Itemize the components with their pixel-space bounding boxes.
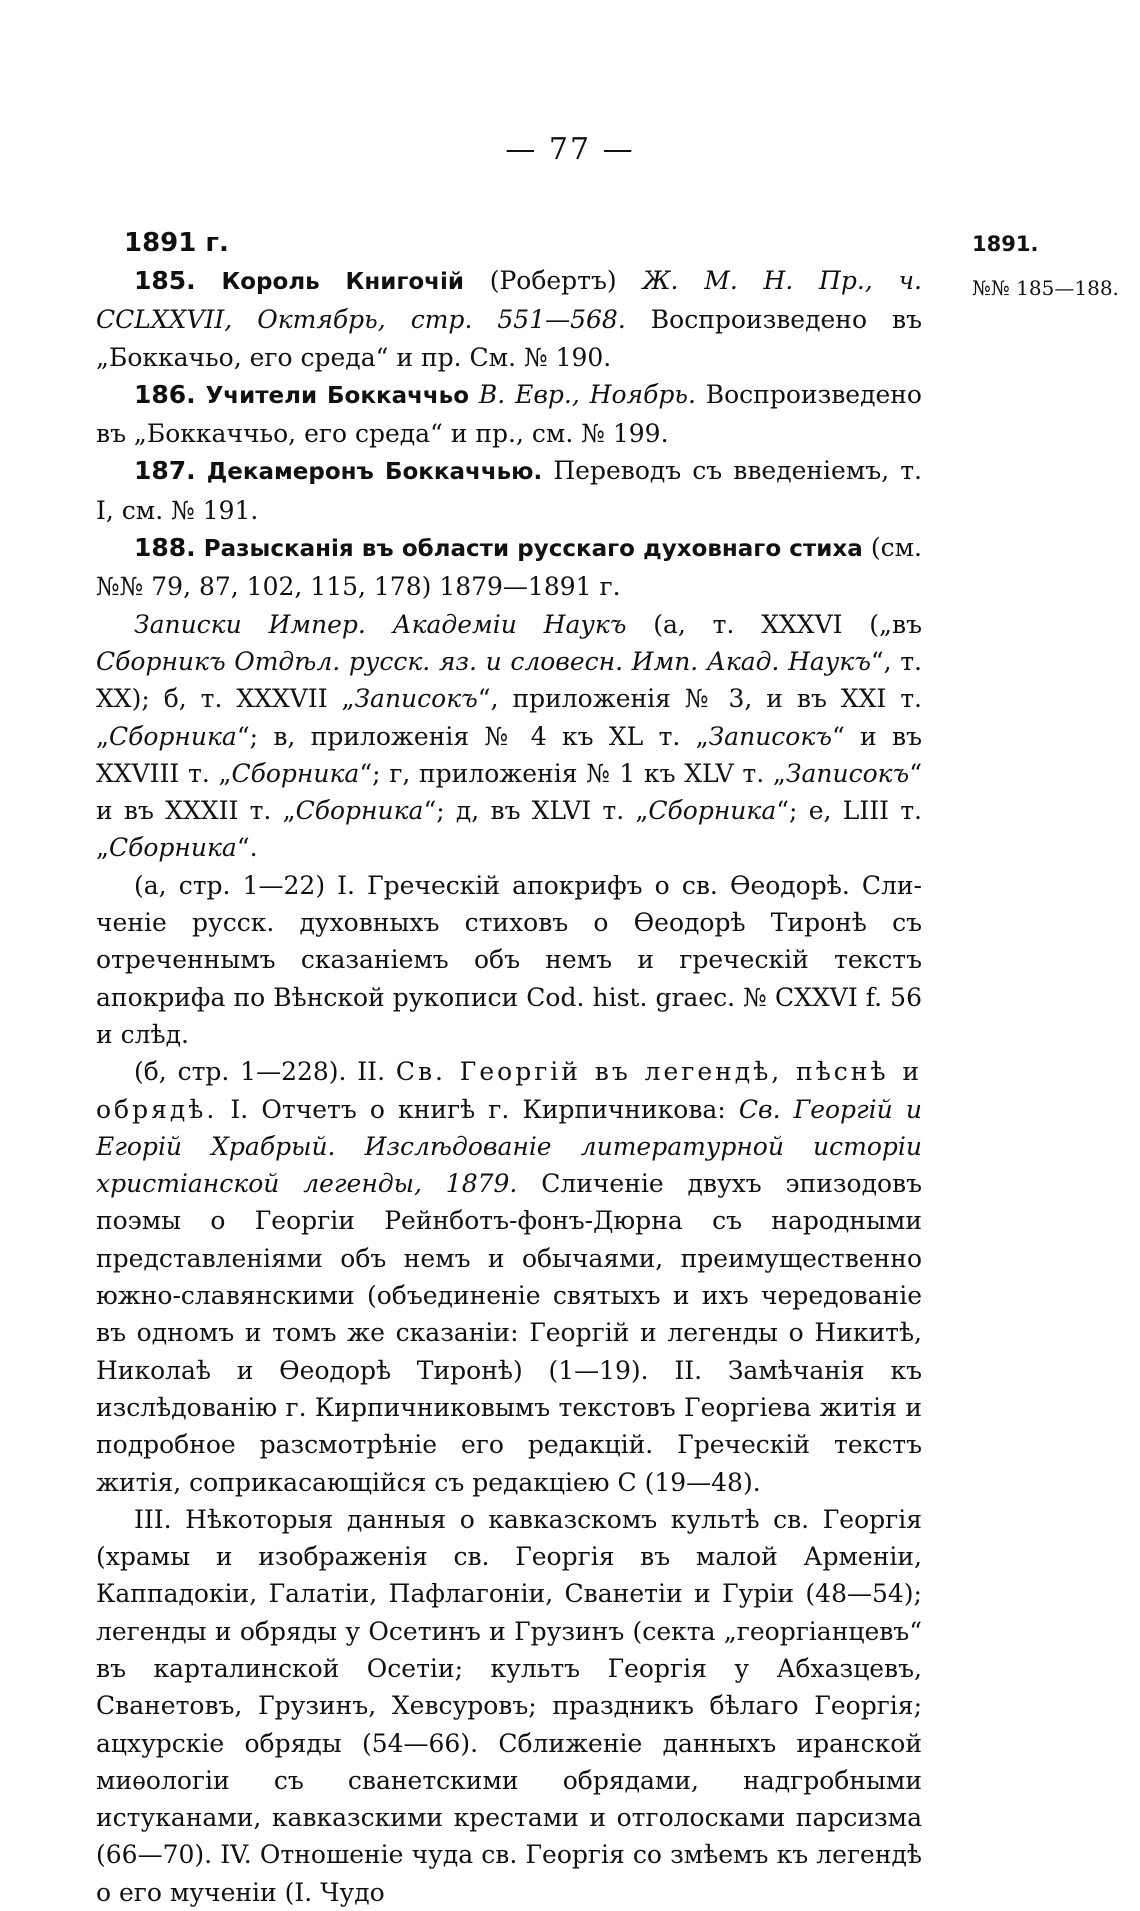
entry-186: [96, 376, 922, 453]
entry-citation: Ж. М. Н. Пр., ч. CCLXXVII, Октябрь, стр. 551—568.: [96, 266, 922, 335]
entry-text: (см. №№ 79, 87, 102, 115, 178) 1879—1891 г.: [96, 533, 922, 602]
source-text: (а, т. XXXVI („въ: [626, 609, 922, 639]
entry-title: Король Книгочій: [221, 269, 464, 295]
entry-number: 185.: [134, 266, 196, 295]
entry-text: Переводъ съ введеніемъ, т. I, см. № 191.: [96, 456, 922, 525]
source-text: “; д, въ XLVI т. „: [423, 796, 649, 826]
entry-title: Разысканія въ области русскаго духовнаго стиха: [203, 536, 863, 563]
paragraph-sources: [96, 606, 922, 867]
part-text: I. Отчетъ о книгѣ г. Кирпичникова:: [217, 1094, 739, 1124]
main-text: [96, 262, 922, 1911]
entry-title: Декамеронъ Боккаччью.: [206, 459, 543, 486]
part-text: Сличеніе двухъ эпизодовъ поэмы о Георгіи Рейнботъ-фонъ-Дюрна съ народными представленіями объ немъ и обычаями, преимущественно южно-славянскими (объединеніе святыхъ и ихъ чередованіе въ одномъ и томъ же сказаніи: Георгій и легенды о Никитѣ, Николаѣ и Ѳеодорѣ Тиронѣ) (1—19). II. Замѣчанія къ изслѣдованію г. Кирпичниковымъ текстовъ Георгіева житія и подробное разсмотрѣніе его редакцій. Греческій текстъ житія, соприкасающійся съ редакціею C (19—48).: [96, 1169, 922, 1497]
source-title: Сборника: [108, 721, 237, 751]
entry-title: Учители Боккаччьо: [205, 382, 470, 409]
source-title: Сборника: [231, 758, 360, 788]
source-title: Сборника: [648, 796, 777, 826]
source-text: “.: [236, 833, 258, 863]
source-title: Записокъ: [708, 721, 832, 751]
entry-text: [469, 380, 479, 409]
entry-text: Воспроизведено въ „Боккачьо, его среда“ и пр. См. № 190.: [96, 305, 922, 372]
margin-entry-range: №№ 185—188.: [972, 276, 1119, 300]
entry-text: (Робертъ): [463, 266, 643, 295]
source-text: “ и въ XXXII т. „: [96, 758, 922, 826]
source-title: Записки Импер. Академіи Наукъ: [134, 609, 627, 639]
book-title: Св. Георгій и Егорій Храбрый. Изслѣдованіе литературной исторіи христіанской легенды, 1879.: [96, 1094, 923, 1199]
entry-text: Воспроизведено въ „Боккаччьо, его среда“ и пр., см. № 199.: [96, 379, 922, 449]
part-text: (б, стр. 1—228). II.: [134, 1057, 396, 1087]
entry-number: 186.: [134, 379, 196, 409]
source-text: “; е, LIII т. „: [96, 796, 922, 863]
source-text: “; г, приложенія № 1 къ XLV т. „: [359, 758, 786, 788]
part-heading: Св. Георгій въ легендѣ, пѣснѣ и обрядѣ.: [96, 1057, 922, 1124]
entry-number: 188.: [134, 533, 196, 563]
paragraph-part-a: (а, стр. 1—22) I. Греческій апокрифъ о св. Ѳеодорѣ. Сличеніе русск. духовныхъ стиховъ о Ѳеодорѣ Тиронѣ съ отреченнымъ сказаніемъ объ немъ и греческій текстъ апокрифа по Вѣнской рукописи Cod. hist. graec. № CXXVI f. 56 и слѣд.: [96, 870, 922, 1049]
source-text: “, т. XX); б, т. XXXVII „: [96, 646, 923, 714]
entry-185: [96, 262, 922, 376]
entry-188: [96, 529, 922, 606]
source-title: Сборника: [295, 796, 424, 826]
source-title: Сборникъ Отдѣл. русск. яз. и словесн. Имп. Акад. Наукъ: [96, 646, 871, 676]
paragraph-part-iii: III. Нѣкоторыя данныя о кавказскомъ культѣ св. Георгія (храмы и изображенія св. Георгія въ малой Арменіи, Каппадокіи, Галатіи, Пафлагоніи, Сванетіи и Гуріи (48—54); легенды и обряды у Осетинъ и Грузинъ (секта „георгіанцевъ“ въ карталинской Осетіи; культъ Георгія у Абхазцевъ, Сванетовъ, Грузинъ, Хевсуровъ; праздникъ бѣлаго Георгія; ацхурскіе обряды (54—66). Сближеніе данныхъ иранской миѳологіи съ сванетскими обрядами, надгробными истуканами, кавказскими крестами и отголосками парсизма (66—70). IV. Отношеніе чуда св. Георгія со змѣемъ къ легендѣ о его мученіи (I. Чудо: [96, 1504, 922, 1907]
entry-number: 187.: [134, 456, 196, 486]
source-title: Записокъ: [785, 758, 910, 788]
source-text: “, приложенія № 3, и въ XXI т. „: [96, 684, 922, 751]
source-title: Записокъ: [354, 684, 478, 714]
source-title: Сборника: [108, 833, 237, 863]
margin-year: 1891.: [972, 232, 1039, 256]
source-text: “ и въ XXVIII т. „: [96, 721, 922, 788]
entry-187: [96, 452, 922, 529]
year-heading: 1891 г.: [124, 228, 229, 258]
paragraph-part-b: [96, 1053, 922, 1501]
entry-citation: В. Евр., Ноябрь.: [478, 379, 696, 409]
source-text: “; в, приложенія № 4 къ XL т. „: [236, 721, 709, 751]
page-number: — 77 —: [505, 132, 635, 167]
